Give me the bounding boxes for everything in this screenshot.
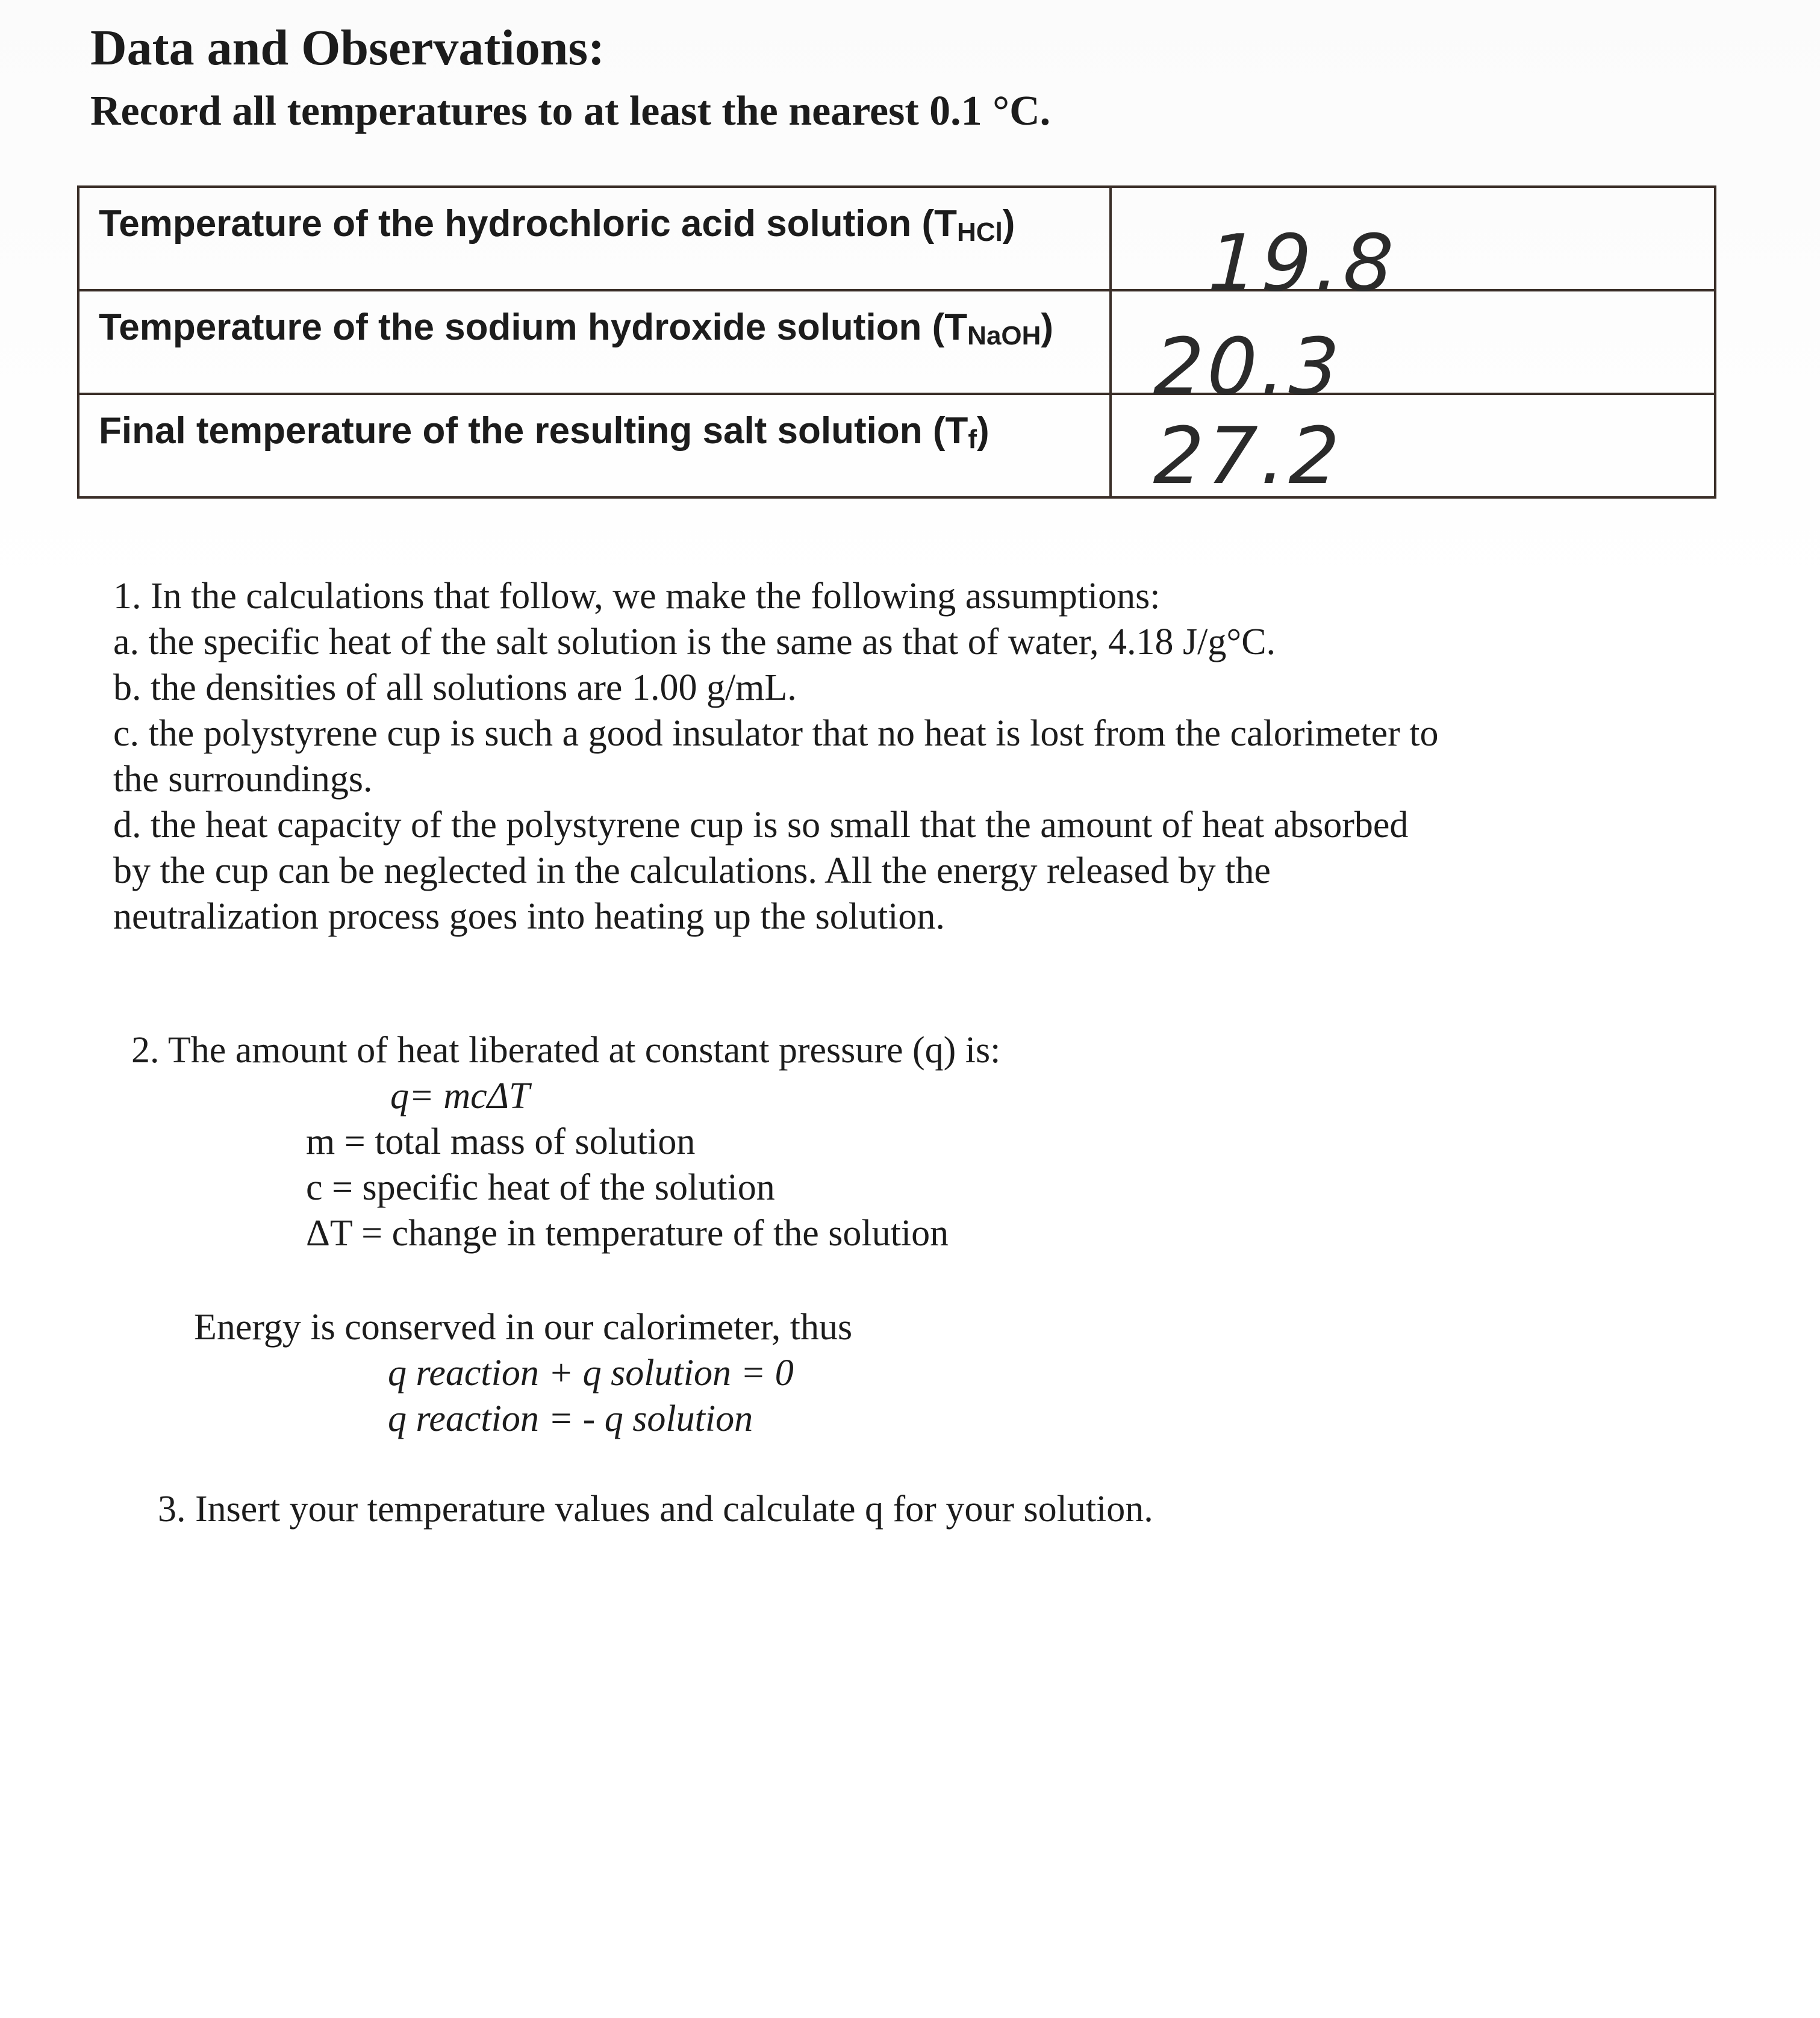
- handwritten-value: 20.3: [1152, 321, 1344, 413]
- assumption-c-line2: the surroundings.: [113, 759, 373, 800]
- handwritten-value: 19.8: [1206, 217, 1398, 309]
- section-heading: Data and Observations:: [90, 20, 605, 76]
- question-1-lead: 1. In the calculations that follow, we make the following assumptions:: [113, 576, 1161, 617]
- question-3-lead: 3. Insert your temperature values and calculate q for your solution.: [158, 1489, 1153, 1530]
- row-label-hcl: Temperature of the hydrochloric acid solution (THCl): [78, 187, 1111, 290]
- assumption-d-line1: d. the heat capacity of the polystyrene cup is so small that the amount of heat absorbed: [113, 805, 1409, 846]
- value-cell-hcl[interactable]: [1111, 187, 1715, 309]
- assumption-a: a. the specific heat of the salt solution is the same as that of water, 4.18 J/g°C.: [113, 621, 1276, 662]
- temperature-data-table: [77, 185, 1716, 502]
- row-label-naoh: Temperature of the sodium hydroxide solution (TNaOH): [78, 290, 1111, 394]
- subscript: HCl: [957, 217, 1003, 247]
- energy-equation-1: q reaction + q solution = 0: [388, 1353, 794, 1394]
- subscript: f: [968, 425, 977, 454]
- table-row: [78, 394, 1715, 497]
- handwritten-value: 27.2: [1152, 410, 1344, 502]
- question-3: [158, 1486, 1663, 1532]
- question-2-lead: 2. The amount of heat liberated at constant pressure (q) is:: [131, 1030, 1001, 1071]
- table-row: [78, 290, 1715, 394]
- heat-formula: q= mcΔT: [390, 1076, 530, 1116]
- row-label-final: Final temperature of the resulting salt solution (Tf): [78, 394, 1111, 497]
- assumption-c-line1: c. the polystyrene cup is such a good insulator that no heat is lost from the calorimeter to: [113, 713, 1439, 754]
- question-1-assumptions: [113, 573, 1739, 939]
- value-cell-final[interactable]: [1111, 394, 1715, 502]
- question-2-heat: [131, 1027, 1637, 1256]
- definition-c: c = specific heat of the solution: [306, 1167, 775, 1208]
- energy-conservation: [194, 1304, 1639, 1442]
- energy-lead: Energy is conserved in our calorimeter, thus: [194, 1307, 853, 1348]
- value-cell-naoh[interactable]: [1111, 290, 1715, 413]
- assumption-d-line3: neutralization process goes into heating up the solution.: [113, 896, 945, 937]
- definition-m: m = total mass of solution: [306, 1121, 696, 1162]
- instructions-subheading: Record all temperatures to at least the nearest 0.1 °C.: [90, 88, 1051, 134]
- table-row: [78, 187, 1715, 290]
- subscript: NaOH: [967, 321, 1041, 350]
- energy-equation-2: q reaction = - q solution: [388, 1398, 753, 1439]
- assumption-d-line2: by the cup can be neglected in the calculations. All the energy released by the: [113, 850, 1271, 891]
- assumption-b: b. the densities of all solutions are 1.00 g/mL.: [113, 667, 797, 708]
- definition-delta-t: ΔT = change in temperature of the solution: [306, 1213, 949, 1254]
